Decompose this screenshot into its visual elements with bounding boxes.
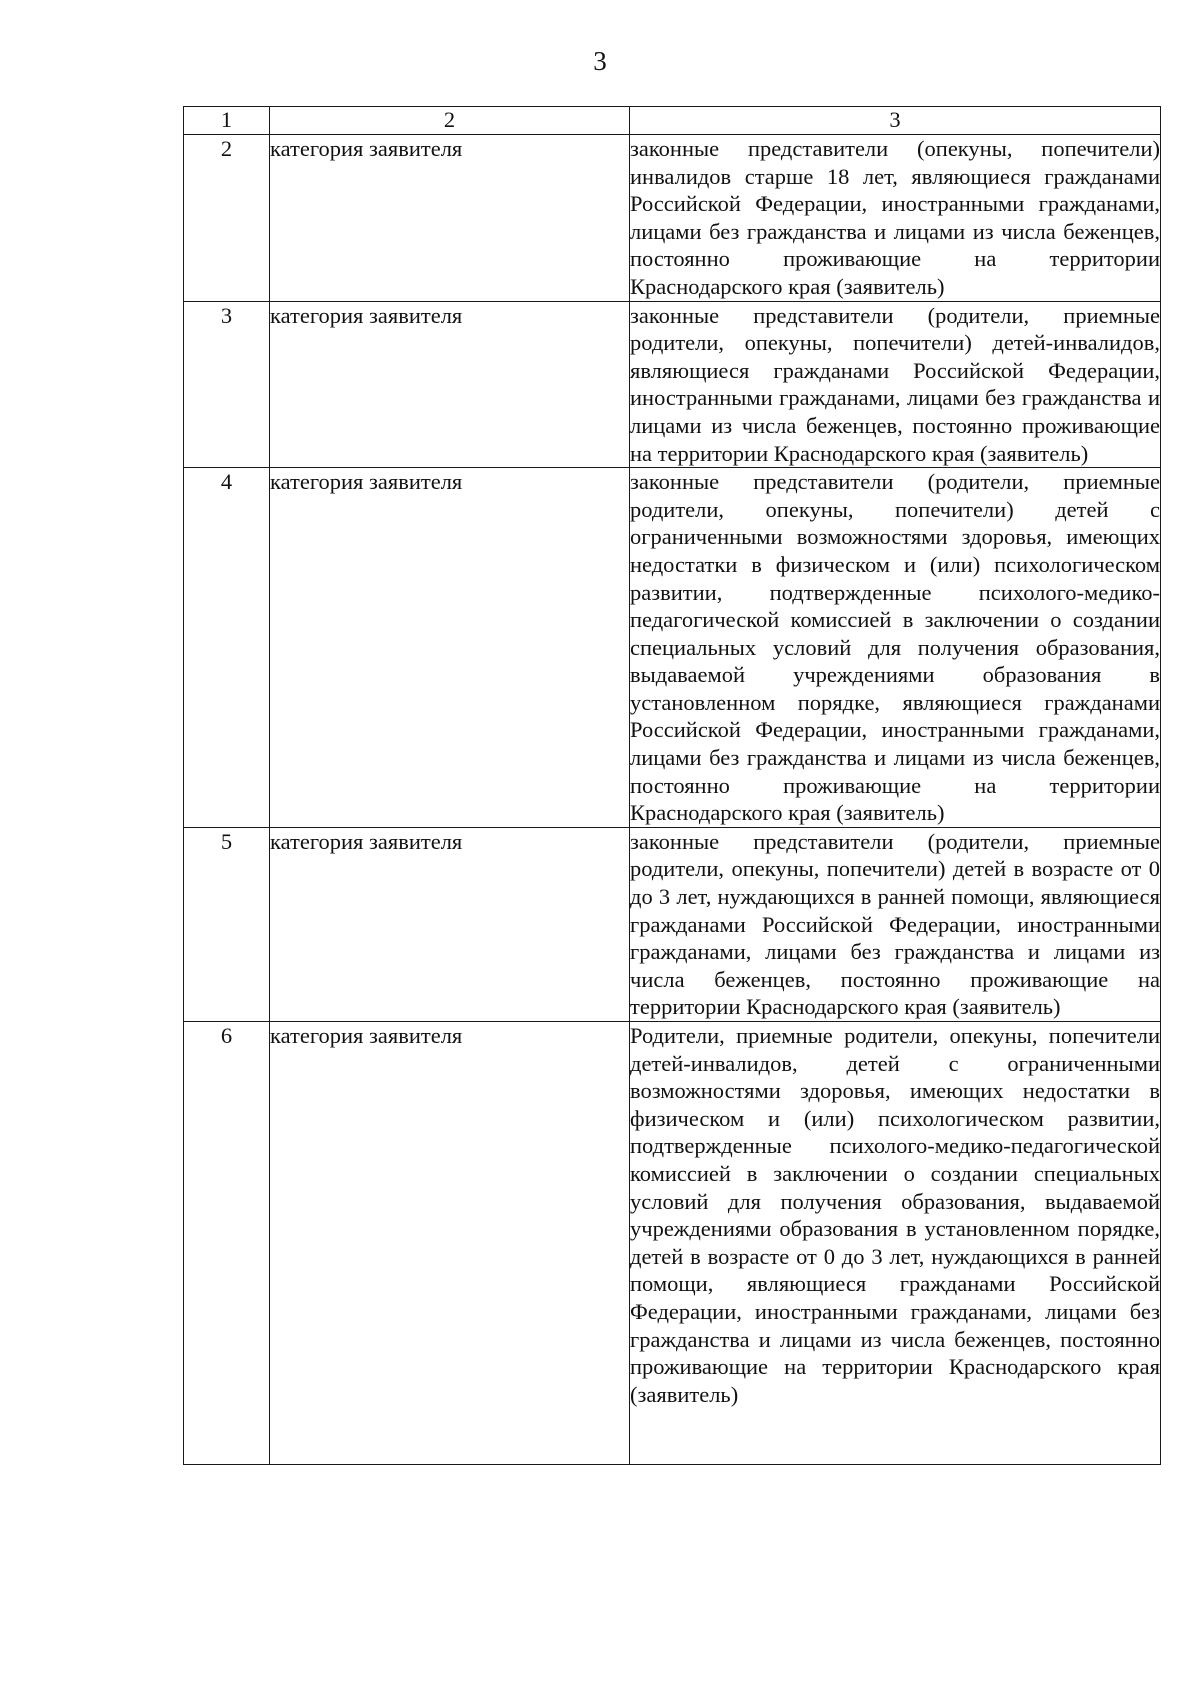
column-number-3: 3: [630, 107, 1161, 135]
table-row: [184, 827, 1161, 1021]
row-description: законные представители (родители, приемные родители, опекуны, попечители) детей с ограниченными возможностями здоровья, имеющих недостатки в физическом и (или) психологическом развитии, подтвержденные психолого-медико-педагогической комиссией в заключении о создании специальных условий для получения образования, выдаваемой учреждениями образования в установленном порядке, являющиеся гражданами Российской Федерации, иностранными гражданами, лицами без гражданства и лицами из числа беженцев, постоянно проживающие на территории Краснодарского края (заявитель): [630, 468, 1161, 828]
row-description: законные представители (родители, приемные родители, опекуны, попечители) детей-инвалидов, являющиеся гражданами Российской Федерации, иностранными гражданами, лицами без гражданства и лицами из числа беженцев, постоянно проживающие на территории Краснодарского края (заявитель): [630, 301, 1161, 468]
row-category: категория заявителя: [270, 135, 630, 302]
row-description: законные представители (опекуны, попечители) инвалидов старше 18 лет, являющиеся гражданами Российской Федерации, иностранными гражданами, лицами без гражданства и лицами из числа беженцев, постоянно проживающие на территории Краснодарского края (заявитель): [630, 135, 1161, 302]
table-header-row: [184, 107, 1161, 135]
table-row: [184, 468, 1161, 828]
row-category: категория заявителя: [270, 468, 630, 828]
row-description: Родители, приемные родители, опекуны, попечители детей-инвалидов, детей с ограниченными возможностями здоровья, имеющих недостатки в физическом и (или) психологическом развитии, подтвержденные психолого-медико-педагогической комиссией в заключении о создании специальных условий для получения образования, выдаваемой учреждениями образования в установленном порядке, детей в возрасте от 0 до 3 лет, нуждающихся в ранней помощи, являющиеся гражданами Российской Федерации, иностранными гражданами, лицами без гражданства и лицами из числа беженцев, постоянно проживающие на территории Краснодарского края (заявитель): [630, 1022, 1161, 1465]
row-number: 2: [184, 135, 270, 302]
column-number-1: 1: [184, 107, 270, 135]
row-number: 5: [184, 827, 270, 1021]
row-category: категория заявителя: [270, 301, 630, 468]
row-number: 4: [184, 468, 270, 828]
row-description: законные представители (родители, приемные родители, опекуны, попечители) детей в возрасте от 0 до 3 лет, нуждающихся в ранней помощи, являющиеся гражданами Российской Федерации, иностранными гражданами, лицами без гражданства и лицами из числа беженцев, постоянно проживающие на территории Краснодарского края (заявитель): [630, 827, 1161, 1021]
table-row: [184, 1022, 1161, 1465]
table-row: [184, 135, 1161, 302]
row-category: категория заявителя: [270, 1022, 630, 1465]
row-number: 6: [184, 1022, 270, 1465]
column-number-2: 2: [270, 107, 630, 135]
row-category: категория заявителя: [270, 827, 630, 1021]
table-row: [184, 301, 1161, 468]
applicant-categories-table: [183, 106, 1161, 1465]
page-number: 3: [593, 46, 607, 76]
row-number: 3: [184, 301, 270, 468]
